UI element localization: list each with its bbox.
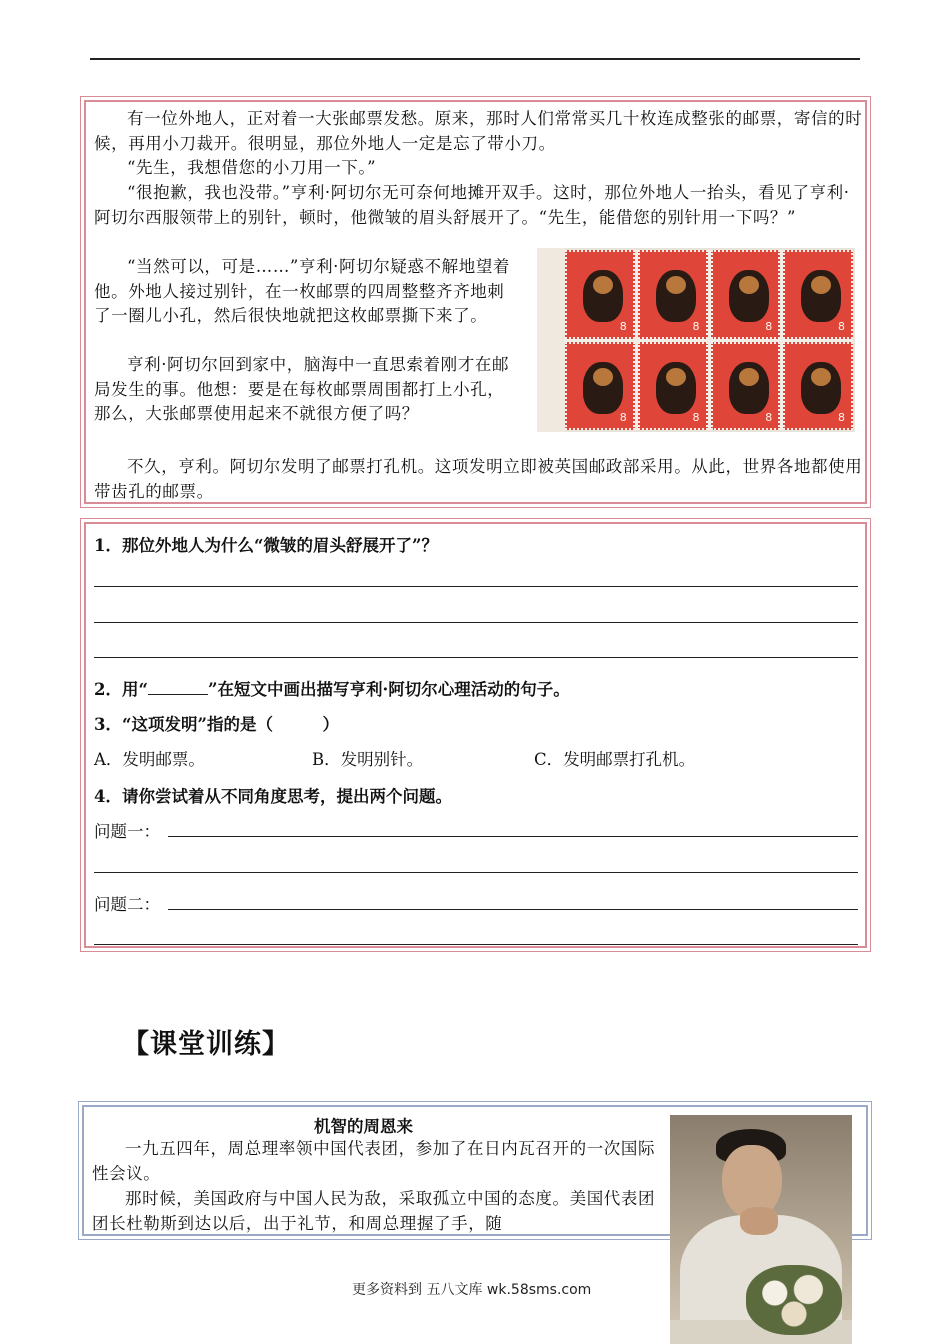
stamp <box>638 250 708 339</box>
stamp <box>711 250 781 339</box>
question-1: 1．那位外地人为什么“微皱的眉头舒展开了”？ <box>94 536 438 555</box>
option-b[interactable]: B．发明别针。 <box>312 750 424 769</box>
zhou-enlai-photo <box>670 1115 852 1344</box>
option-c[interactable]: C．发明邮票打孔机。 <box>534 750 696 769</box>
paragraph-5: 亨利·阿切尔回到家中，脑海中一直思索着刚才在邮局发生的事。他想：要是在每枚邮票周围都打上小孔，那么，大张邮票使用起来不就很方便了吗？ <box>94 355 510 423</box>
stamp-value: 8 <box>692 319 700 333</box>
answer-line[interactable] <box>94 657 858 658</box>
stamp-value: 8 <box>619 411 627 424</box>
question-4: 4．请你尝试着从不同角度思考，提出两个问题。 <box>94 787 452 806</box>
header-rule <box>90 58 860 60</box>
answer-line[interactable] <box>94 586 858 587</box>
footer-watermark: 更多资料到 五八文库 wk.58sms.com <box>352 1282 592 1298</box>
answer-line[interactable] <box>94 944 858 945</box>
questions-box <box>84 522 867 948</box>
stamp <box>711 342 781 431</box>
paragraph-2: 那时候，美国政府与中国人民为敌，采取孤立中国的态度。美国代表团团长杜勒斯到达以后，出于礼节，和周总理握了手，随 <box>92 1189 656 1233</box>
paragraph-2: “先生，我想借您的小刀用一下。” <box>127 158 377 177</box>
stamp-value: 8 <box>838 319 845 333</box>
stamp-grid <box>565 250 853 430</box>
question-two-label: 问题二： <box>94 895 160 914</box>
stamp-value: 8 <box>838 411 845 424</box>
answer-line[interactable] <box>94 872 858 873</box>
stamp-value: 8 <box>619 319 627 333</box>
paragraph-1: 有一位外地人，正对着一大张邮票发愁。原来，那时人们常常买几十枚连成整张的邮票，寄信的时候，再用小刀裁开。很明显，那位外地人一定是忘了带小刀。 <box>94 109 863 153</box>
question-2: 2．用“ ”在短文中画出描写亨利·阿切尔心理活动的句子。 <box>94 680 570 699</box>
stamp <box>783 250 853 339</box>
paragraph-1: 一九五四年，周总理率领中国代表团，参加了在日内瓦召开的一次国际性会议。 <box>92 1139 656 1183</box>
stamp-value: 8 <box>765 411 773 424</box>
stamp-value: 8 <box>765 319 773 333</box>
underline-symbol <box>148 682 208 695</box>
stamp <box>565 342 635 431</box>
stamp-sheet-margin <box>537 248 565 432</box>
answer-line[interactable] <box>168 909 858 910</box>
stamp <box>565 250 635 339</box>
passage-title: 机智的周恩来 <box>314 1117 413 1136</box>
monkey-stamp-sheet-photo <box>537 248 855 432</box>
paragraph-6: 不久，亨利。阿切尔发明了邮票打孔机。这项发明立即被英国邮政部采用。从此，世界各地都使用带齿孔的邮票。 <box>94 457 863 501</box>
stamp <box>783 342 853 431</box>
question-3: 3．“这项发明”指的是（ ） <box>94 715 339 734</box>
paragraph-4: “当然可以，可是……”亨利·阿切尔疑惑不解地望着他。外地人接过别针，在一枚邮票的四周整整齐齐地刺了一圈儿小孔，然后很快地就把这枚邮票撕下来了。 <box>94 257 511 325</box>
option-a[interactable]: A．发明邮票。 <box>94 750 205 769</box>
question-one-label: 问题一： <box>94 822 160 841</box>
answer-line[interactable] <box>168 836 858 837</box>
section-heading: 【课堂训练】 <box>122 1029 290 1060</box>
stamp <box>638 342 708 431</box>
paragraph-3: “很抱歉，我也没带。”亨利·阿切尔无可奈何地摊开双手。这时，那位外地人一抬头，看见了亨利·阿切尔西服领带上的别针，顿时，他微皱的眉头舒展开了。“先生，能借您的别针用一下吗？” <box>94 183 850 227</box>
answer-line[interactable] <box>94 622 858 623</box>
stamp-value: 8 <box>692 411 700 424</box>
